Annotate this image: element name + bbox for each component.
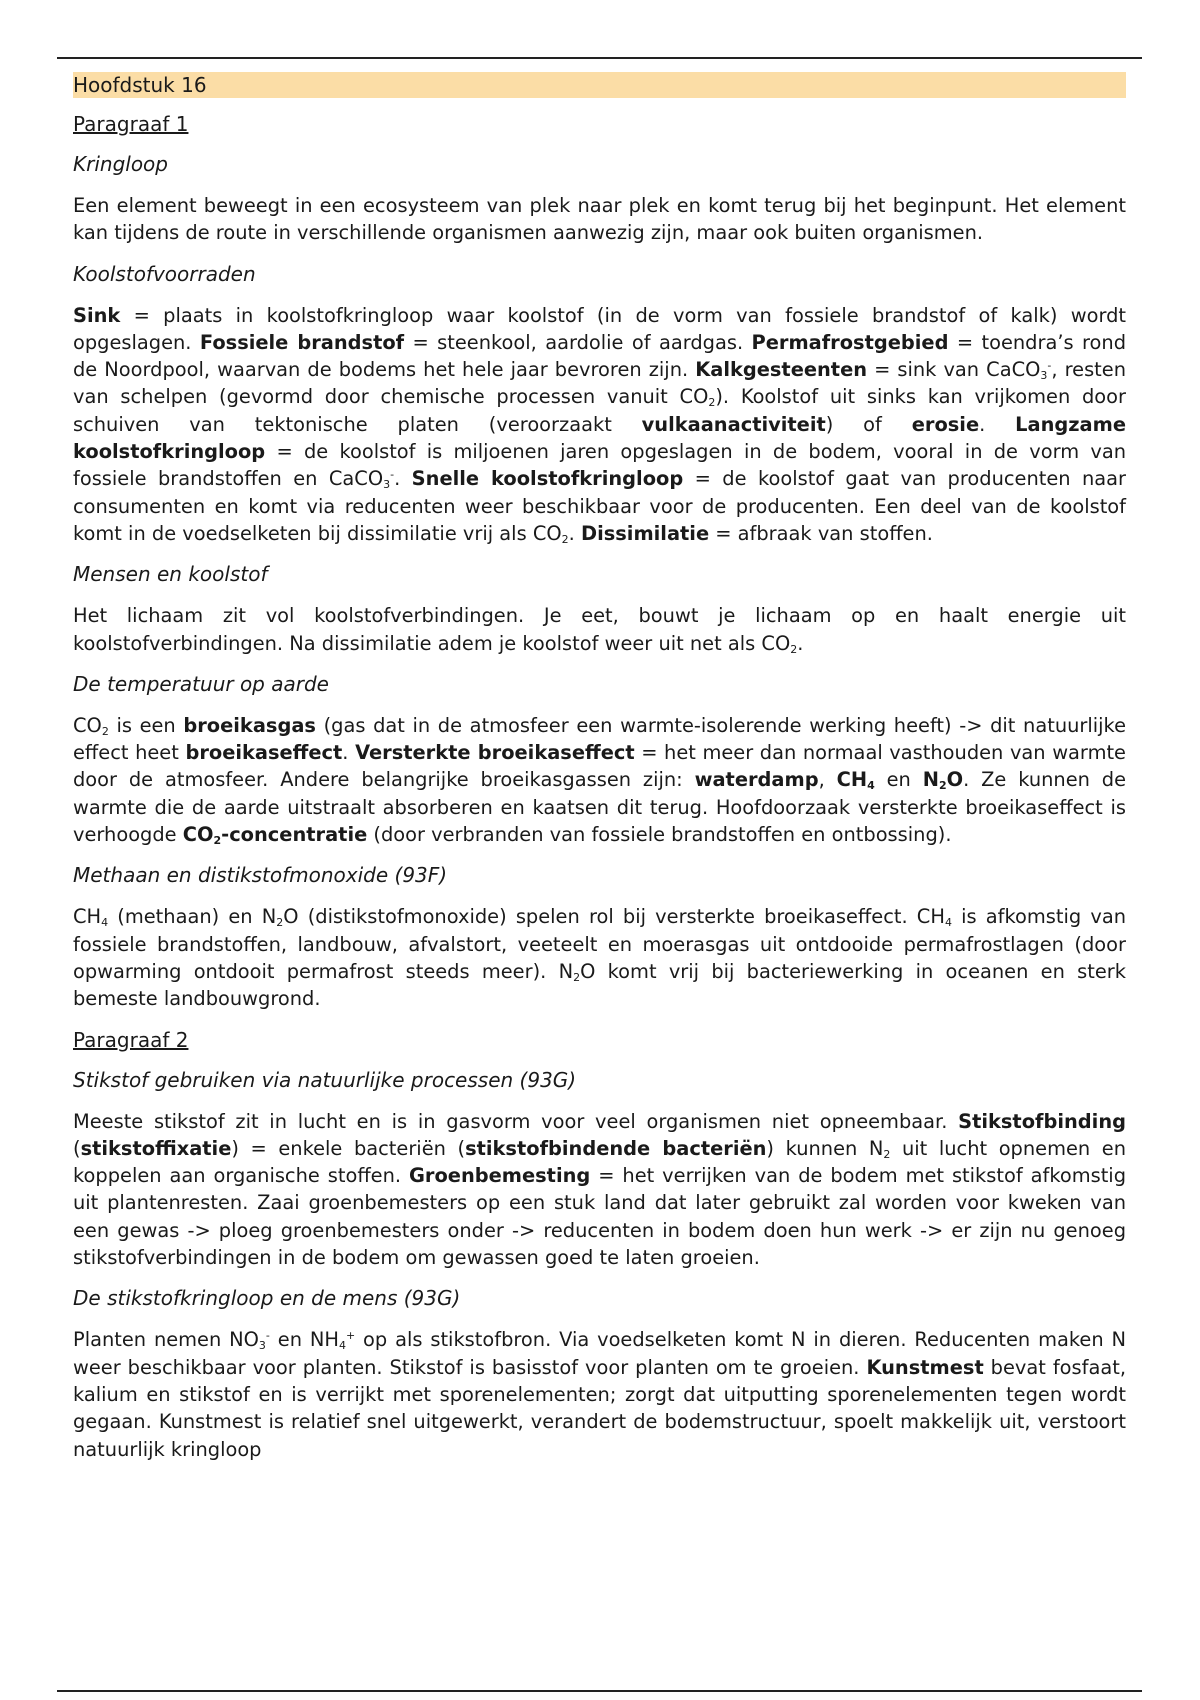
subheading-mensen-en-koolstof: Mensen en koolstof [73,562,268,587]
term-broeikaseffect: broeikaseffect [185,741,343,765]
term-broeikasgas: broeikasgas [183,713,316,737]
term-langzame-koolstofkringloop: Langzame koolstofkringloop [73,412,1126,464]
term-stikstoffixatie: stikstoffixatie [80,1136,232,1160]
subheading-methaan: Methaan en distikstofmonoxide (93F) [73,863,448,888]
term-n2o: $N_2O$ [922,768,964,793]
chapter-heading: Hoofdstuk 16 [73,72,1126,98]
term-vulkaanactiviteit: vulkaanactiviteit [641,412,826,436]
subheading-stikstofkringloop-mens: De stikstofkringloop en de mens (93G) [73,1286,461,1311]
section-title-paragraaf-1: Paragraaf 1 [73,112,189,136]
term-sink: Sink [73,303,121,327]
bottom-rule [57,1690,1142,1692]
section-title-paragraaf-2: Paragraaf 2 [73,1027,189,1052]
term-erosie: erosie [911,412,980,436]
paragraph-mensen-en-koolstof: Het lichaam zit vol koolstofverbindingen. Je eet, bouwt je lichaam op en haalt energie uit koolstofverbindingen. Na dissimilatie adem je koolstof weer uit net als $CO_2$. [73,604,1126,656]
paragraph-koolstofvoorraden: Sink = plaats in koolstofkringloop waar koolstof (in de vorm van fossiele brandstof of kalk) wordt opgeslagen. Fossiele brandstof = steenkool, aardolie of aardgas. Permafrostgebied = toendra’s rond de Noordpool, waarvan de bodems het hele jaar bevroren zijn. Kalkgesteenten = sink van CaCO$_3$-, resten van schelpen (gevormd door chemische processen vanuit $CO_2$). Koolstof uit sinks kan vrijkomen door schuiven van tektonische platen (veroorzaakt vulkaanactiviteit) of erosie. Langzame koolstofkringloop = de koolstof is miljoenen jaren opgeslagen in de bodem, vooral in de vorm van fossiele brandstoffen en CaCO$_3$-. Snelle koolstofkringloop = de koolstof gaat van producenten naar consumenten en komt via reducenten weer beschikbaar voor de producenten. Een deel van de koolstof komt in de voedselketen bij dissimilatie vrij als $CO_2$. Dissimilatie = afbraak van stoffen. [73,303,1127,546]
paragraph-kringloop: Een element beweegt in een ecosysteem van plek naar plek en komt terug bij het beginpunt. Het element kan tijdens de route in verschillende organismen aanwezig zijn, maar ook buiten organismen. [73,194,1126,245]
paragraph-stikstof-natuurlijk: Meeste stikstof zit in lucht en is in gasvorm voor veel organismen niet opneembaar. Stikstofbinding (stikstoffixatie) = enkele bacteriën (stikstofbindende bacteriën) kunnen $N_2$ uit lucht opnemen en koppelen aan organische stoffen. Groenbemesting = het verrijken van de bodem met stikstof afkomstig uit plantenresten. Zaai groenbemesters op een stuk land dat later gebruikt zal worden voor kweken van een gewas -> ploeg groenbemesters onder -> reducenten in bodem doen hun werk -> er zijn nu genoeg stikstofverbindingen in de bodem om gewassen goed te laten groeien. [73,1109,1127,1270]
paragraph-temperatuur-op-aarde: $CO_2$ is een broeikasgas (gas dat in de atmosfeer een warmte-isolerende werking heeft) -> dit natuurlijke effect heet broeikaseffect. Versterkte broeikaseffect = het meer dan normaal vasthouden van warmte door de atmosfeer. Andere belangrijke broeikasgassen zijn: waterdamp, $CH_4$ en $N_2O$. Ze kunnen de warmte die de aarde uitstraalt absorberen en kaatsen dit terug. Hoofdoorzaak versterkte broeikaseffect is verhoogde $CO_2$-concentratie (door verbranden van fossiele brandstoffen en ontbossing). [73,713,1127,848]
term-ch4: $CH_4$ [836,768,875,793]
term-kunstmest: Kunstmest [866,1355,984,1379]
subheading-koolstofvoorraden: Koolstofvoorraden [73,261,256,286]
paragraph-methaan: $CH_4$ (methaan) en $N_2O$ (distikstofmonoxide) spelen rol bij versterkte broeikaseffect. $CH_4$ is afkomstig van fossiele brandstoffen, landbouw, afvalstort, veeteelt en moerasgas uit ontdooide permafrostlagen (door opwarming ontdooit permafrost steeds meer). $N_2O$ komt vrij bij bacteriewerking in oceanen en sterk bemeste landbouwgrond. [73,905,1127,1011]
subheading-temperatuur-op-aarde: De temperatuur op aarde [73,671,329,696]
term-kalkgesteenten: Kalkgesteenten [695,358,868,382]
paragraph-stikstofkringloop-mens: Planten nemen $NO_3^-$ en $NH_4^+$ op als stikstofbron. Via voedselketen komt N in dieren. Reducenten maken N weer beschikbaar voor planten. Stikstof is basisstof voor planten om te groeien. Kunstmest bevat fosfaat, kalium en stikstof en is verrijkt met sporenelementen; zorgt dat uitputting sporenelementen tegen wordt gegaan. Kunstmest is relatief snel uitgewerkt, verandert de bodemstructuur, spoelt makkelijk uit, verstoort natuurlijk kringloop [73,1328,1127,1461]
term-versterkte-broeikaseffect: Versterkte broeikaseffect [355,741,635,765]
subheading-stikstof-natuurlijk: Stikstof gebruiken via natuurlijke processen (93G) [73,1067,577,1092]
term-waterdamp: waterdamp [694,768,819,792]
term-snelle-koolstofkringloop: Snelle koolstofkringloop [411,467,684,491]
term-stikstofbindende-bacterien: stikstofbindende bacteriën [465,1136,767,1160]
top-rule [57,57,1142,59]
term-stikstofbinding: Stikstofbinding [958,1109,1126,1133]
term-dissimilatie: Dissimilatie [580,521,710,545]
document-page [73,72,1126,1477]
term-fossiele-brandstof: Fossiele brandstof [199,330,405,354]
term-groenbemesting: Groenbemesting [409,1164,591,1188]
term-co2-concentratie: $CO_2$-concentratie [182,823,368,848]
subheading-kringloop: Kringloop [73,152,168,176]
term-permafrostgebied: Permafrostgebied [751,330,949,354]
